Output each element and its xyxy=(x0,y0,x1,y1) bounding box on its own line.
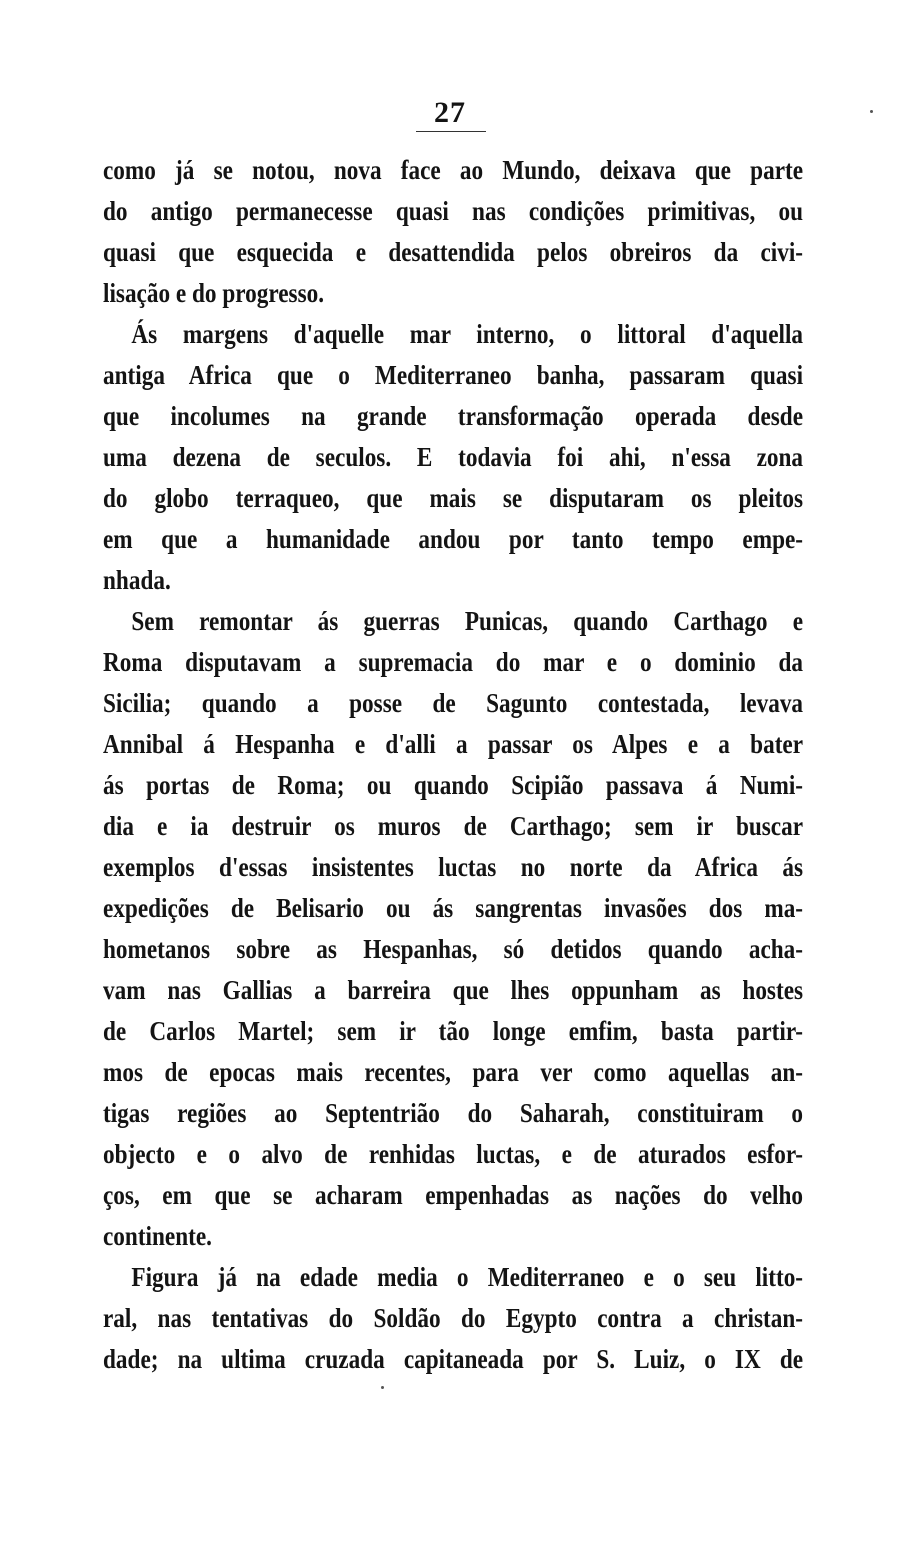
scan-speck xyxy=(381,1386,384,1389)
text-line: uma dezena de seculos. E todavia foi ahi, n'essa zona xyxy=(103,442,804,472)
text-line: exemplos d'essas insistentes luctas no norte da Africa ás xyxy=(103,852,804,882)
text-line: Annibal á Hespanha e d'alli a passar os Alpes e a bater xyxy=(103,729,804,759)
text-line: dade; na ultima cruzada capitaneada por S. Luiz, o IX de xyxy=(103,1344,804,1374)
text-line: ral, nas tentativas do Soldão do Egypto contra a christan- xyxy=(103,1303,804,1333)
text-line: Sem remontar ás guerras Punicas, quando Carthago e xyxy=(131,606,804,636)
paragraph-3 xyxy=(103,601,803,1257)
text-line: objecto e o alvo de renhidas luctas, e de aturados esfor- xyxy=(103,1139,804,1169)
text-line: Roma disputavam a supremacia do mar e o dominio da xyxy=(103,647,804,677)
text-line: Sicilia; quando a posse de Sagunto contestada, levava xyxy=(103,688,804,718)
scan-speck xyxy=(870,110,873,113)
text-line: antiga Africa que o Mediterraneo banha, passaram quasi xyxy=(103,360,804,390)
paragraph-2 xyxy=(103,314,803,601)
text-line: continente. xyxy=(103,1221,212,1251)
text-line: que incolumes na grande transformação operada desde xyxy=(103,401,804,431)
page-number-underline xyxy=(416,131,486,132)
text-line: vam nas Gallias a barreira que lhes oppunham as hostes xyxy=(103,975,804,1005)
text-line: dia e ia destruir os muros de Carthago; sem ir buscar xyxy=(103,811,804,841)
text-line: expedições de Belisario ou ás sangrentas invasões dos ma- xyxy=(103,893,804,923)
text-line: ços, em que se acharam empenhadas as nações do velho xyxy=(103,1180,804,1210)
text-line: quasi que esquecida e desattendida pelos obreiros da civi- xyxy=(103,237,804,267)
text-line: mos de epocas mais recentes, para ver como aquellas an- xyxy=(103,1057,804,1087)
text-line: nhada. xyxy=(103,565,171,595)
text-line: tigas regiões ao Septentrião do Saharah, constituiram o xyxy=(103,1098,804,1128)
text-line: Figura já na edade media o Mediterraneo e o seu litto- xyxy=(131,1262,804,1292)
text-line: ás portas de Roma; ou quando Scipião passava á Numi- xyxy=(103,770,804,800)
text-line: em que a humanidade andou por tanto tempo empe- xyxy=(103,524,804,554)
text-line: como já se notou, nova face ao Mundo, deixava que parte xyxy=(103,155,804,185)
text-line: Ás margens d'aquelle mar interno, o littoral d'aquella xyxy=(131,319,804,349)
paragraph-4 xyxy=(103,1257,803,1380)
text-line: lisação e do progresso. xyxy=(103,278,325,308)
page-number: 27 xyxy=(434,96,466,129)
text-line: do antigo permanecesse quasi nas condições primitivas, ou xyxy=(103,196,804,226)
paragraph-1 xyxy=(103,150,803,314)
body-text xyxy=(103,150,803,1380)
text-line: de Carlos Martel; sem ir tão longe emfim, basta partir- xyxy=(103,1016,804,1046)
text-line: hometanos sobre as Hespanhas, só detidos quando acha- xyxy=(103,934,804,964)
text-line: do globo terraqueo, que mais se disputaram os pleitos xyxy=(103,483,804,513)
